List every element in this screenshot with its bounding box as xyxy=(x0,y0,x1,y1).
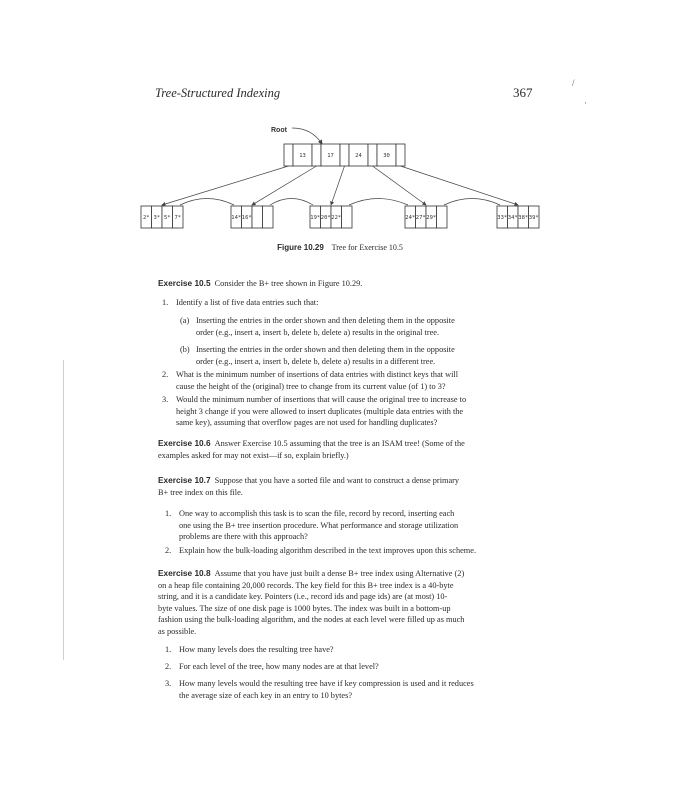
child-pointer xyxy=(331,166,345,205)
item-number: 2. xyxy=(165,546,172,555)
sub-item-line: Inserting the entries in the order shown and then deleting them in the opposite xyxy=(196,316,455,325)
exercise-text: Consider the B+ tree shown in Figure 10.29. xyxy=(214,279,363,288)
item-line: one using the B+ tree insertion procedure. What performance and storage utilization xyxy=(179,520,459,530)
exercise-text: byte values. The size of one disk page is 1000 bytes. The index was built in a bottom-up xyxy=(158,603,451,613)
leaf-entry: 5* xyxy=(163,215,171,221)
exercise-heading: Exercise 10.7 xyxy=(158,475,211,485)
root-pointer-slot xyxy=(312,144,321,166)
sub-item-line: order (e.g., insert a, insert b, delete b, delete a) results in a different tree. xyxy=(196,356,436,366)
exercise-text: fashion using the bulk-loading algorithm, and the nodes at each level were filled up as much xyxy=(158,615,465,625)
leaf-entry: 14* xyxy=(231,215,242,221)
exercise-text: on a heap file containing 20,000 records. The key field for this B+ tree index is a 40-byte xyxy=(158,580,454,590)
sibling-pointer xyxy=(270,199,313,206)
leaf-entry: 20* xyxy=(320,215,331,221)
bplus-tree-figure xyxy=(0,0,680,240)
exercise-10-5-intro xyxy=(158,278,544,290)
item-number: 1. xyxy=(165,509,172,518)
leaf-entry: 38* xyxy=(518,215,529,221)
scan-margin-line xyxy=(63,360,64,660)
figure-label: Figure 10.29 xyxy=(277,243,324,252)
exercise-10-7 xyxy=(158,475,544,498)
sub-item-line: order (e.g., insert a, insert b, delete b, delete a) results in the original tree. xyxy=(196,327,440,337)
item-number: 2. xyxy=(165,662,172,671)
leaf-entry-slot xyxy=(342,206,353,228)
root-pointer-slot xyxy=(284,144,293,166)
root-key: 24 xyxy=(355,153,362,159)
item-line: How many levels would the resulting tree have if key compression is used and it reduces xyxy=(179,679,474,688)
sibling-pointer xyxy=(444,199,500,206)
leaf-entry-slot xyxy=(252,206,263,228)
item-number: 3. xyxy=(165,679,172,688)
exercise-text: B+ tree index on this file. xyxy=(158,487,243,497)
stray-mark: / xyxy=(572,78,575,88)
sibling-pointer xyxy=(180,199,234,206)
sub-item-line: Inserting the entries in the order shown and then deleting them in the opposite xyxy=(196,345,455,354)
exercise-text: as possible. xyxy=(158,626,197,636)
sub-item-label: (b) xyxy=(180,345,190,354)
leaf-entry: 29* xyxy=(426,215,437,221)
leaf-entry-slot xyxy=(263,206,274,228)
item-number: 3. xyxy=(162,395,169,404)
leaf-entry-slot xyxy=(437,206,448,228)
item-line: What is the minimum number of insertions of data entries with distinct keys that will xyxy=(176,370,459,379)
exercise-heading: Exercise 10.5 xyxy=(158,278,211,288)
item-number: 1. xyxy=(162,298,169,307)
item-line: Explain how the bulk-loading algorithm described in the text improves upon this scheme. xyxy=(179,546,477,555)
item-line: One way to accomplish this task is to scan the file, record by record, inserting each xyxy=(179,509,455,518)
child-pointer xyxy=(162,166,289,205)
leaf-entry: 2* xyxy=(142,215,150,221)
root-arrow xyxy=(292,128,322,144)
item-line: How many levels does the resulting tree have? xyxy=(179,645,334,654)
root-pointer-slot xyxy=(340,144,349,166)
stray-dot: · xyxy=(584,98,587,108)
leaf-entry: 22* xyxy=(331,215,342,221)
leaf-entry: 16* xyxy=(241,215,252,221)
item-number: 1. xyxy=(165,645,172,654)
root-label: Root xyxy=(271,127,287,134)
leaf-entry: 24* xyxy=(405,215,416,221)
exercise-text: string, and it is a candidate key. Pointers (i.e., record ids and page ids) are (at most) 10- xyxy=(158,592,448,602)
root-pointer-slot xyxy=(368,144,377,166)
root-pointer-slot xyxy=(396,144,405,166)
root-key: 17 xyxy=(327,153,334,159)
item-line: the average size of each key in an entry to 10 bytes? xyxy=(179,690,353,700)
running-title: Tree-Structured Indexing xyxy=(155,86,281,100)
leaf-entry: 19* xyxy=(310,215,321,221)
sub-item-label: (a) xyxy=(180,316,190,325)
item-line: height 3 change if you were allowed to insert duplicates (multiple data entries with the xyxy=(176,406,464,416)
exercise-text: Suppose that you have a sorted file and want to construct a dense primary xyxy=(214,476,460,485)
leaf-entry: 27* xyxy=(415,215,426,221)
exercise-text: Answer Exercise 10.5 assuming that the tree is an ISAM tree! (Some of the xyxy=(214,439,465,448)
leaf-entry: 7* xyxy=(174,215,182,221)
item-number: 2. xyxy=(162,370,169,379)
exercise-text: Assume that you have just built a dense B+ tree index using Alternative (2) xyxy=(214,569,465,578)
item-line: For each level of the tree, how many nodes are at that level? xyxy=(179,662,379,671)
figure-caption-text: Tree for Exercise 10.5 xyxy=(331,243,403,252)
exercise-heading: Exercise 10.6 xyxy=(158,438,211,448)
exercise-text: examples asked for may not exist—if so, explain briefly.) xyxy=(158,450,349,460)
exercise-heading: Exercise 10.8 xyxy=(158,568,211,578)
root-key: 13 xyxy=(299,153,306,159)
leaf-entry: 33* xyxy=(497,215,508,221)
figure-caption xyxy=(0,243,680,252)
root-key: 30 xyxy=(383,153,390,159)
leaf-entry: 34* xyxy=(507,215,518,221)
leaf-entry: 39* xyxy=(528,215,539,221)
sibling-pointer xyxy=(349,199,408,206)
page-number: 367 xyxy=(513,85,533,100)
exercise-10-8 xyxy=(158,568,544,638)
leaf-entry: 3* xyxy=(153,215,161,221)
item-line: Would the minimum number of insertions that will cause the original tree to increase to xyxy=(176,395,467,404)
item-text: Identify a list of five data entries such that: xyxy=(176,298,319,307)
item-line: problems are there with this approach? xyxy=(179,532,308,542)
item-line: cause the height of the (original) tree to change from its current value (of 1) to 3? xyxy=(176,381,446,391)
exercise-10-6 xyxy=(158,438,544,461)
item-line: same key), assuming that overflow pages are not used for handling duplicates? xyxy=(176,418,438,428)
